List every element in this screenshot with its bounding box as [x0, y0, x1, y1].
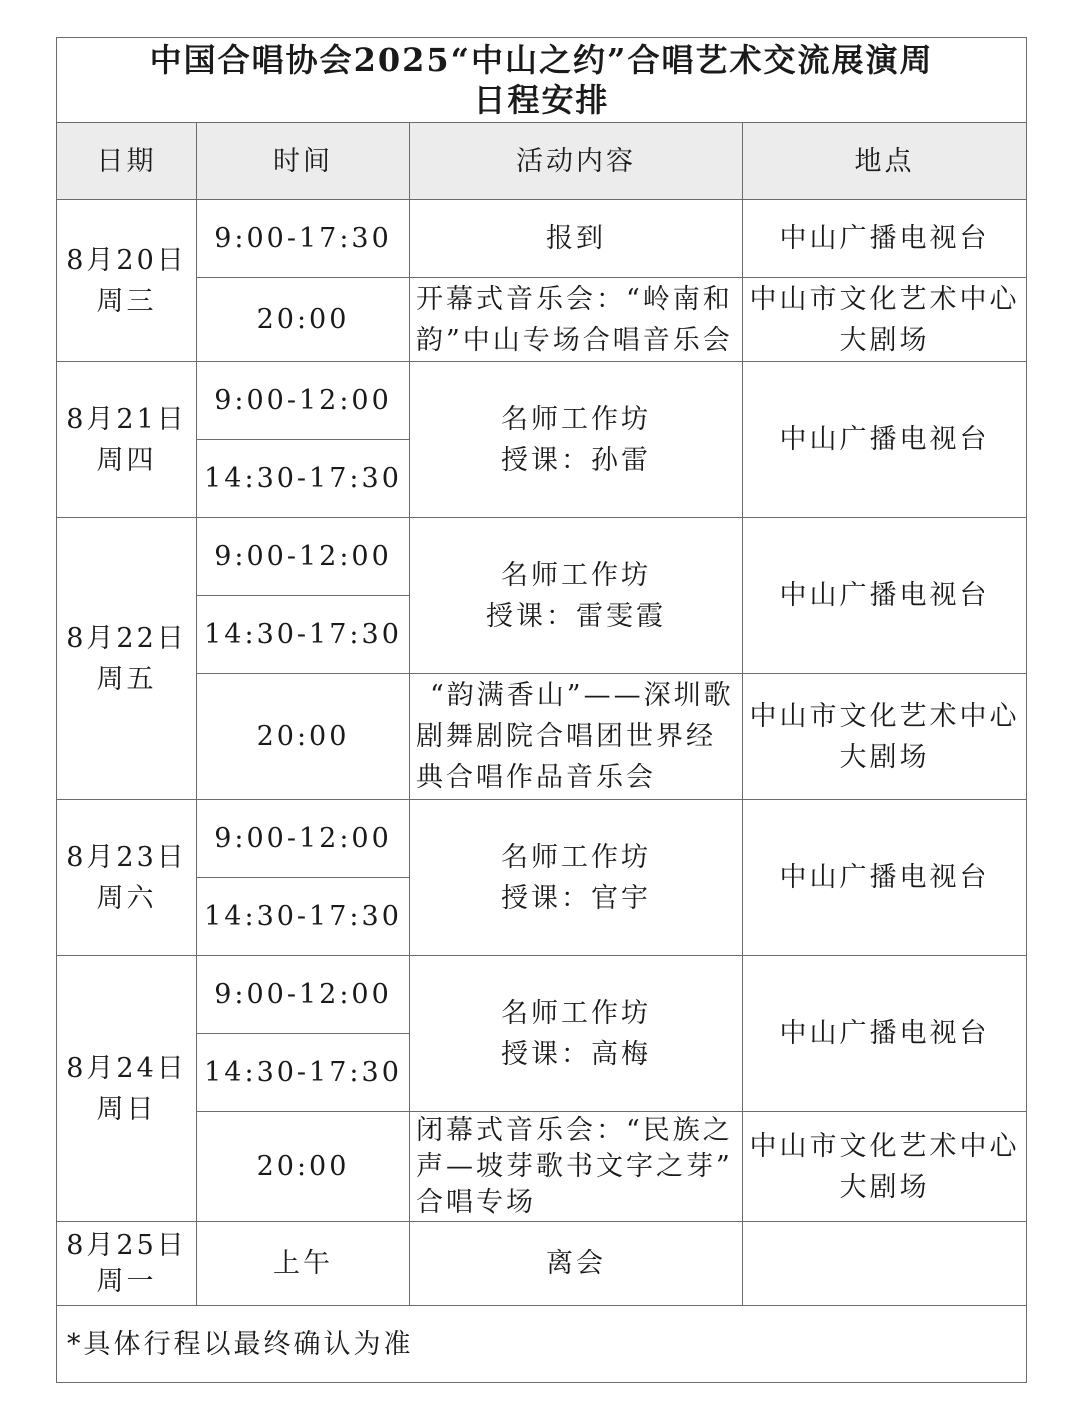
title-line-2: 日程安排: [473, 81, 610, 119]
time-cell: 9:00-12:00: [197, 956, 410, 1034]
venue-line: 中山市文化艺术中心: [749, 1130, 1020, 1162]
venue-cell: [743, 362, 1027, 518]
weekday-label: 周四: [96, 444, 157, 476]
activity-line: 名师工作坊: [501, 841, 651, 873]
activity-cell: [410, 800, 743, 956]
note-row: [57, 1306, 1027, 1383]
venue-line: 中山广播电视台: [779, 223, 990, 254]
venue-cell: [743, 674, 1027, 800]
schedule-sheet: [56, 37, 1026, 1385]
date-cell: [57, 956, 197, 1222]
activity-cell: [410, 518, 743, 674]
weekday-label: 周三: [96, 285, 157, 317]
venue-cell: [743, 200, 1027, 278]
venue-cell: [743, 1222, 1027, 1306]
time-cell: 9:00-17:30: [197, 200, 410, 278]
venue-line: 大剧场: [839, 741, 930, 773]
header-date: 日期: [57, 123, 197, 200]
venue-cell: [743, 278, 1027, 362]
table-row: [57, 518, 1027, 596]
table-row: [57, 1222, 1027, 1306]
header-time: 时间: [197, 123, 410, 200]
time-cell: 14:30-17:30: [197, 596, 410, 674]
activity-line: 韵”中山专场合唱音乐会: [416, 324, 733, 356]
date-cell: [57, 800, 197, 956]
time-cell: 14:30-17:30: [197, 878, 410, 956]
activity-cell: [410, 1222, 743, 1306]
time-cell: 9:00-12:00: [197, 518, 410, 596]
activity-line: 授课：高梅: [501, 1038, 651, 1070]
date-label: 8月23日: [66, 841, 187, 873]
activity-line: 名师工作坊: [501, 559, 651, 591]
activity-line: 授课：官宇: [501, 882, 651, 914]
activity-line: 离会: [546, 1248, 606, 1279]
venue-cell: [743, 956, 1027, 1112]
table-row: [57, 956, 1027, 1034]
time-cell: 上午: [197, 1222, 410, 1306]
activity-cell: [410, 956, 743, 1112]
date-label: 8月22日: [66, 622, 187, 654]
weekday-label: 周日: [96, 1093, 157, 1125]
activity-line: 授课：雷雯霞: [486, 600, 666, 632]
time-cell: 20:00: [197, 674, 410, 800]
activity-cell: [410, 200, 743, 278]
table-row: [57, 278, 1027, 362]
venue-cell: [743, 518, 1027, 674]
table-row: [57, 674, 1027, 800]
table-row: [57, 800, 1027, 878]
time-cell: 14:30-17:30: [197, 1034, 410, 1112]
date-label: 8月20日: [66, 244, 187, 276]
date-label: 8月24日: [66, 1052, 187, 1084]
venue-line: 中山广播电视台: [779, 580, 990, 611]
venue-line: 中山广播电视台: [779, 1018, 990, 1049]
venue-line: 大剧场: [839, 1171, 930, 1203]
table-row: [57, 362, 1027, 440]
time-cell: 20:00: [197, 1112, 410, 1222]
date-cell: [57, 1222, 197, 1306]
activity-line: “韵满香山”——深圳歌: [430, 680, 734, 711]
activity-cell: [410, 1112, 743, 1222]
venue-line: 中山市文化艺术中心: [749, 700, 1020, 732]
activity-cell: [410, 362, 743, 518]
venue-line: 中山市文化艺术中心: [749, 283, 1020, 315]
activity-line: 闭幕式音乐会：“民族之: [416, 1114, 733, 1146]
activity-cell: [410, 278, 743, 362]
time-cell: 9:00-12:00: [197, 800, 410, 878]
venue-cell: [743, 800, 1027, 956]
date-cell: [57, 518, 197, 800]
weekday-label: 周五: [96, 663, 157, 695]
header-venue: 地点: [743, 123, 1027, 200]
activity-line: 声—坡芽歌书文字之芽”: [416, 1150, 733, 1182]
schedule-table: [56, 37, 1027, 1383]
time-cell: 9:00-12:00: [197, 362, 410, 440]
activity-line: 典合唱作品音乐会: [416, 762, 656, 793]
time-cell: 20:00: [197, 278, 410, 362]
table-row: [57, 1112, 1027, 1222]
activity-line: 名师工作坊: [501, 997, 651, 1029]
title-row: [57, 38, 1027, 123]
footnote: *具体行程以最终确认为准: [57, 1306, 1027, 1383]
date-cell: [57, 200, 197, 362]
activity-line: 报到: [546, 223, 606, 254]
activity-line: 授课：孙雷: [501, 444, 651, 476]
venue-line: 中山广播电视台: [779, 862, 990, 893]
title-line-1: 中国合唱协会2025“中山之约”合唱艺术交流展演周: [149, 41, 934, 79]
table-row: [57, 200, 1027, 278]
activity-line: 名师工作坊: [501, 403, 651, 435]
date-label: 8月25日: [66, 1229, 187, 1261]
activity-line: 合唱专场: [416, 1186, 536, 1218]
weekday-label: 周六: [96, 882, 157, 914]
date-label: 8月21日: [66, 403, 187, 435]
page-title: [57, 38, 1027, 123]
venue-line: 中山广播电视台: [779, 424, 990, 455]
weekday-label: 周一: [96, 1265, 157, 1297]
header-activity: 活动内容: [410, 123, 743, 200]
activity-line: 开幕式音乐会：“岭南和: [416, 283, 733, 315]
time-cell: 14:30-17:30: [197, 440, 410, 518]
date-cell: [57, 362, 197, 518]
activity-cell: [410, 674, 743, 800]
venue-cell: [743, 1112, 1027, 1222]
venue-line: 大剧场: [839, 324, 930, 356]
activity-line: 剧舞剧院合唱团世界经: [416, 721, 716, 752]
header-row: [57, 123, 1027, 200]
